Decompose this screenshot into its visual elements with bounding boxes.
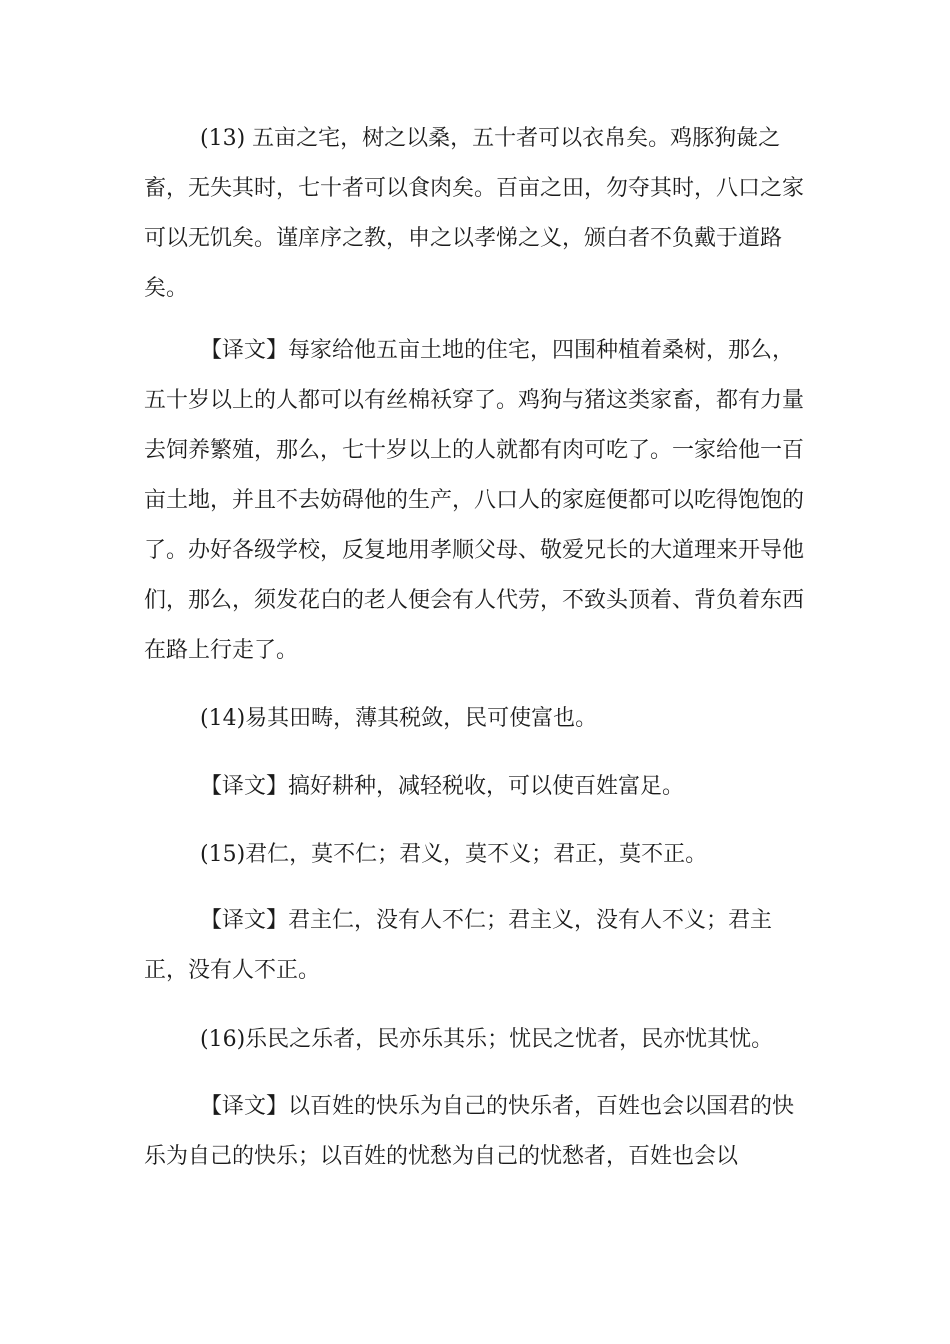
passage-14-translation: 【译文】搞好耕种，减轻税收，可以使百姓富足。: [200, 774, 685, 799]
passage-16-original: (16)乐民之乐者，民亦乐其乐；忧民之忧者，民亦忧其忧。: [200, 1027, 774, 1052]
passage-13-original: (13) 五亩之宅，树之以桑，五十者可以衣帛矣。鸡豚狗彘之畜，无失其时，七十者可以食肉矣。百亩之田，勿夺其时，八口之家可以无饥矣。谨庠序之教，申之以孝悌之义，颁白者不负戴于道路矣。: [144, 126, 805, 301]
passage-15-translation: 【译文】君主仁，没有人不仁；君主义，没有人不义；君主正，没有人不正。: [144, 908, 773, 983]
passage-13-translation: 【译文】每家给他五亩土地的住宅，四围种植着桑树，那么，五十岁以上的人都可以有丝棉袄穿了。鸡狗与猪这类家畜，都有力量去饲养繁殖，那么，七十岁以上的人就都有肉可吃了。一家给他一百亩土地，并且不去妨碍他的生产，八口人的家庭便都可以吃得饱饱的了。办好各级学校，反复地用孝顺父母、敬爱兄长的大道理来开导他们，那么，须发花白的老人便会有人代劳，不致头顶着、背负着东西在路上行走了。: [144, 338, 805, 663]
passage-16-translation: 【译文】以百姓的快乐为自己的快乐者，百姓也会以国君的快乐为自己的快乐；以百姓的忧愁为自己的忧愁者，百姓也会以: [144, 1094, 795, 1169]
passage-14-original: (14)易其田畴，薄其税敛，民可使富也。: [200, 706, 598, 731]
passage-15-original: (15)君仁，莫不仁；君义，莫不义；君正，莫不正。: [200, 842, 708, 867]
